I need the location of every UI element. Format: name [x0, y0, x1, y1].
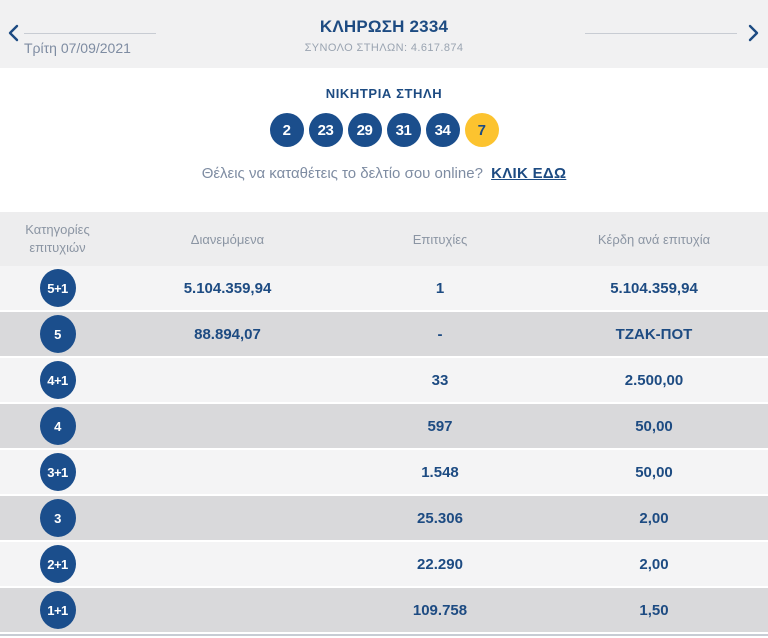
previous-draw-button[interactable] [5, 24, 21, 42]
number-ball: 29 [348, 113, 382, 147]
cta-text: Θέλεις να καταθέτεις το δελτίο σου online? [201, 165, 483, 182]
category-badge: 1+1 [40, 591, 76, 629]
header-winners: Επιτυχίες [412, 231, 468, 247]
winners-value: 33 [431, 371, 449, 389]
next-draw-button[interactable] [745, 24, 761, 42]
table-row [0, 358, 768, 402]
left-divider-line [24, 33, 156, 34]
results-table [0, 212, 768, 636]
prize-value: 2.500,00 [624, 371, 684, 389]
draw-header [0, 0, 768, 68]
category-badge: 3 [40, 499, 76, 537]
number-ball: 31 [387, 113, 421, 147]
prize-value: 50,00 [635, 463, 673, 481]
joker-ball: 7 [465, 113, 499, 147]
table-row [0, 312, 768, 356]
winners-value: 109.758 [412, 601, 468, 619]
category-badge: 5 [40, 315, 76, 353]
prize-value: 50,00 [635, 417, 673, 435]
header-categories: Κατηγορίες επιτυχιών [25, 222, 90, 255]
winners-value: 22.290 [417, 555, 463, 573]
bottom-border [0, 634, 768, 636]
winners-value: 25.306 [417, 509, 463, 527]
table-header-row [0, 212, 768, 266]
winners-value: 597 [427, 417, 453, 435]
category-badge: 5+1 [40, 269, 76, 307]
header-distributed: Διανεμόμενα [190, 231, 265, 247]
header-prize: Κέρδη ανά επιτυχία [597, 231, 711, 247]
prize-value: 1,50 [639, 601, 669, 619]
distributed-value: 88.894,07 [194, 325, 261, 343]
number-ball: 2 [270, 113, 304, 147]
online-cta [0, 165, 768, 182]
category-badge: 2+1 [40, 545, 76, 583]
table-row [0, 450, 768, 494]
winners-value: 1.548 [421, 463, 459, 481]
right-divider-line [585, 33, 737, 34]
draw-title: ΚΛΗΡΩΣΗ 2334 [319, 17, 449, 36]
winners-value: - [437, 325, 443, 343]
winning-column-label: ΝΙΚΗΤΡΙΑ ΣΤΗΛΗ [325, 86, 443, 101]
number-ball: 34 [426, 113, 460, 147]
cta-click-here-link[interactable]: ΚΛΙΚ ΕΔΩ [491, 165, 567, 182]
prize-value: ΤΖΑΚ-ΠΟΤ [615, 325, 693, 343]
chevron-right-icon [748, 24, 759, 42]
draw-total-columns: ΣΥΝΟΛΟ ΣΤΗΛΩΝ: 4.617.874 [304, 42, 464, 54]
prize-value: 2,00 [639, 555, 669, 573]
table-row [0, 496, 768, 540]
category-badge: 3+1 [40, 453, 76, 491]
table-row [0, 542, 768, 586]
chevron-left-icon [8, 24, 19, 42]
winning-numbers [0, 113, 768, 147]
table-row [0, 404, 768, 448]
table-row [0, 266, 768, 310]
prize-value: 5.104.359,94 [610, 279, 698, 297]
number-ball: 23 [309, 113, 343, 147]
winners-value: 1 [435, 279, 445, 297]
category-badge: 4+1 [40, 361, 76, 399]
draw-date: Τρίτη 07/09/2021 [24, 40, 131, 56]
category-badge: 4 [40, 407, 76, 445]
table-row [0, 588, 768, 632]
distributed-value: 5.104.359,94 [183, 279, 272, 297]
prize-value: 2,00 [639, 509, 669, 527]
